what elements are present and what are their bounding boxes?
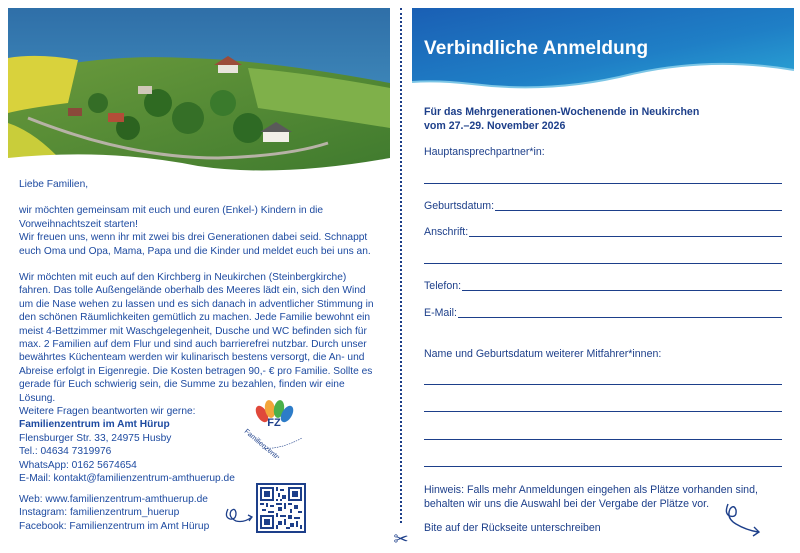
website-link[interactable]: Web: www.familienzentrum-amthuerup.de	[19, 494, 208, 505]
companions-label: Name und Geburtsdatum weiterer Mitfahrer*innen:	[424, 348, 662, 360]
logo-text: Familienzentrum	[242, 428, 287, 458]
phone-label: Telefon:	[424, 280, 462, 292]
event-name: Für das Mehrgenerationen-Wochenende in Neukirchen	[424, 106, 700, 118]
email-input[interactable]	[458, 317, 782, 318]
paragraph-line: bewährtes Küchenteam werden wir kulinarisch bestens versorgt, die An- und	[19, 352, 365, 364]
phone: Tel.: 04634 7319976	[19, 446, 112, 458]
contact-intro: Weitere Fragen beantworten wir gerne:	[19, 406, 196, 417]
email: E-Mail: kontakt@familienzentrum-amthuerup.de	[19, 473, 235, 485]
contact-block	[19, 405, 239, 485]
instagram-link[interactable]: Instagram: familienzentrum_huerup	[19, 507, 180, 519]
notice-line: behalten wir uns die Auswahl bei der Vergabe der Plätze vor.	[424, 498, 710, 510]
phone-field[interactable]	[424, 280, 782, 292]
companion-input-1[interactable]	[424, 384, 782, 385]
curl-arrow-icon	[224, 503, 256, 525]
event-date: vom 27.–29. November 2026	[424, 120, 566, 132]
paragraph-line: fahren. Das tolle Außengelände oberhalb des Meeres lädt ein, sich den Wind	[19, 285, 366, 297]
email-label: E-Mail:	[424, 307, 457, 319]
companion-input-3[interactable]	[424, 439, 782, 440]
registration-form	[410, 0, 800, 553]
birthdate-input[interactable]	[495, 210, 782, 211]
notice-line: Hinweis: Falls mehr Anmeldungen eingehen als Plätze vorhanden sind,	[424, 484, 758, 496]
paragraph-line: Wir möchten mit euch auf den Kirchberg in Neukirchen (Steinbergkirche)	[19, 272, 347, 284]
address-field[interactable]	[424, 226, 782, 238]
aerial-photo	[8, 8, 390, 173]
form-title: Verbindliche Anmeldung	[424, 38, 649, 59]
paragraph-line: Wir freuen uns, wenn ihr mit zwei bis drei Generationen dabei seid. Schnappt	[19, 232, 368, 244]
aerial-photo-image	[8, 8, 390, 173]
email-field[interactable]	[424, 307, 782, 319]
paragraph-line: max. 2 Familien auf dem Flur und sind auch barrierefrei nutzbar. Durch unser	[19, 339, 367, 351]
scissors-icon: ✂	[393, 529, 409, 549]
paragraph-line: Abreise erfolgt in Eigenregie. Die Kosten betragen 90,- € pro Familie. Sollte es	[19, 365, 373, 377]
birthdate-label: Geburtsdatum:	[424, 200, 495, 212]
event-info	[424, 105, 699, 133]
paragraph-line: meist 4-Bettzimmer mit Waschgelegenheit, Dusche und WC befinden sich für	[19, 325, 367, 337]
paragraph-details	[19, 271, 381, 405]
address-input-line2[interactable]	[424, 263, 782, 264]
address-label: Anschrift:	[424, 226, 469, 238]
address-input[interactable]	[469, 236, 782, 237]
companion-input-2[interactable]	[424, 411, 782, 412]
invitation-text	[19, 178, 381, 405]
web-links	[19, 493, 259, 533]
contact-person-label: Hauptansprechpartner*in:	[424, 146, 545, 158]
paragraph-intro	[19, 204, 381, 258]
address: Flensburger Str. 33, 24975 Husby	[19, 432, 172, 444]
contact-person-input[interactable]	[424, 183, 782, 184]
greeting: Liebe Familien,	[19, 179, 89, 190]
whatsapp: WhatsApp: 0162 5674654	[19, 459, 137, 471]
facebook-link[interactable]: Facebook: Familienzentrum im Amt Hürup	[19, 520, 210, 532]
paragraph-line: um die Nase wehen zu lassen und es sich danach in adventlicher Stimmung in	[19, 298, 374, 310]
phone-input[interactable]	[462, 290, 782, 291]
companion-input-4[interactable]	[424, 466, 782, 467]
paragraph-line: euch Oma und Opa, Mama, Papa und die Kinder und meldet euch bei uns an.	[19, 245, 371, 257]
paragraph-line: wir möchten gemeinsam mit euch und euren (Enkel-) Kindern in die	[19, 205, 324, 217]
paragraph-line: gerade für Euch schwierig sein, die Summe zu bezahlen, finden wir eine	[19, 379, 345, 391]
paragraph-line: Vorweihnachtszeit starten!	[19, 218, 138, 230]
curl-arrow-icon	[722, 500, 772, 540]
birthdate-field[interactable]	[424, 200, 782, 212]
sign-note: Bite auf der Rückseite unterschreiben	[424, 522, 601, 534]
logo-hands-icon	[222, 398, 322, 458]
invitation-panel	[0, 0, 395, 553]
contact-person-label-row	[424, 146, 782, 158]
paragraph-line: den schönen Räumlichkeiten gemütlich zu machen. Jede Familie bewohnt ein	[19, 312, 371, 324]
qr-code[interactable]	[256, 483, 306, 533]
paragraph-line: Lösung.	[19, 392, 56, 404]
cut-line	[400, 8, 402, 523]
organization-name: Familienzentrum im Amt Hürup	[19, 419, 170, 431]
companions-label-row	[424, 348, 782, 360]
svg-text:FZ: FZ	[267, 417, 281, 429]
